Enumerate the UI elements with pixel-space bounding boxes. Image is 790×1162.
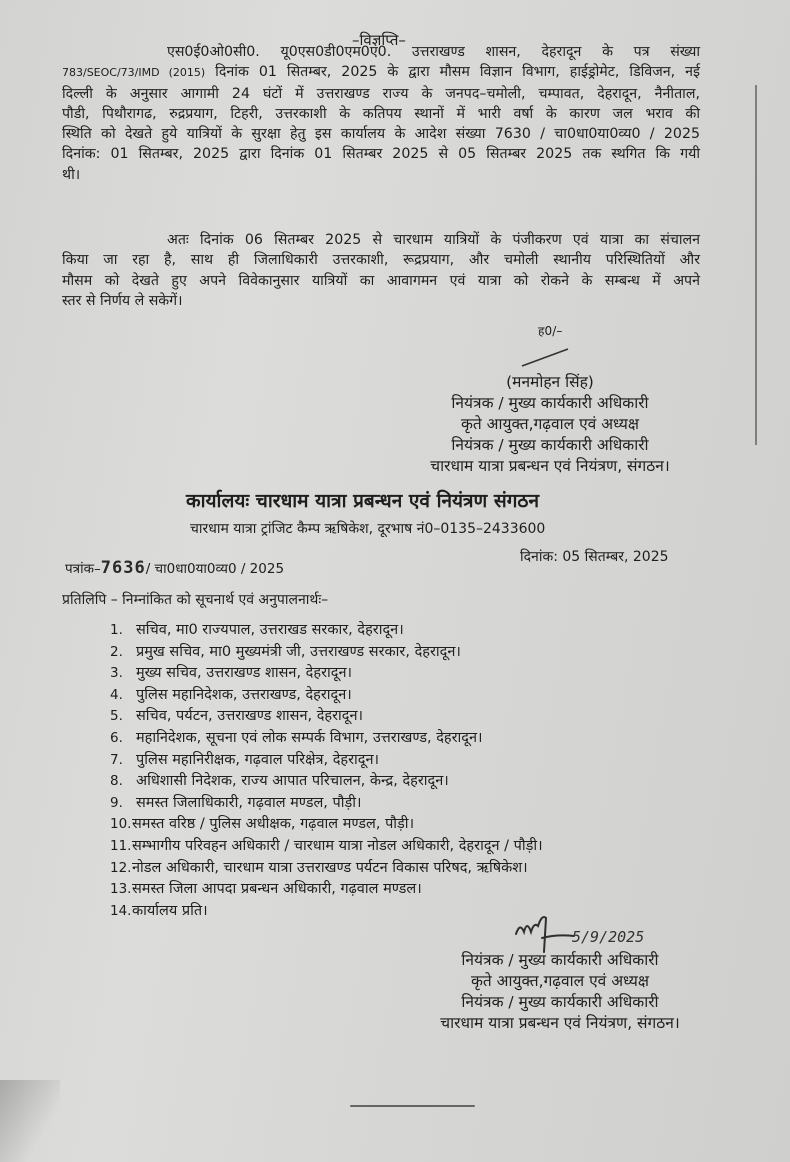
signatory-block — [400, 372, 700, 477]
list-item: 9. समस्त जिलाधिकारी, गढ़वाल मण्डल, पौड़ी। — [110, 794, 362, 811]
list-item: 1. सचिव, मा0 राज्यपाल, उत्तराखड सरकार, देहरादून। — [110, 622, 404, 638]
list-item: 2. प्रमुख सचिव, मा0 मुख्यमंत्री जी, उत्तराखण्ड सरकार, देहरादून। — [110, 643, 461, 660]
list-item: 5. सचिव, पर्यटन, उत्तराखण्ड शासन, देहरादून। — [110, 708, 364, 725]
signatory-designation: नियंत्रक / मुख्य कार्यकारी अधिकारी — [461, 993, 659, 1011]
handwritten-reference-number: 7636 — [100, 558, 146, 578]
pen-arrow-stroke — [520, 346, 570, 368]
paragraph-line — [62, 62, 700, 83]
reference-label: पत्रांक– — [65, 561, 101, 577]
signatory-designation: नियंत्रक / मुख्य कार्यकारी अधिकारी — [451, 436, 649, 454]
signed-mark: ह0/– — [538, 324, 563, 338]
signatory-designation: नियंत्रक / मुख्य कार्यकारी अधिकारी — [451, 394, 649, 412]
reference-code: 783/SEOC/73/IMD (2015) — [62, 66, 206, 80]
list-item: 7. पुलिस महानिरीक्षक, गढ़वाल परिक्षेत्र, देहरादून। — [110, 751, 380, 768]
recipients-list — [110, 620, 543, 922]
notice-title: –विज्ञप्ति– — [352, 31, 406, 49]
signatory-designation: नियंत्रक / मुख्य कार्यकारी अधिकारी — [461, 951, 659, 969]
list-item: 12.नोडल अधिकारी, चारधाम यात्रा उत्तराखण्ड पर्यटन विकास परिषद, ऋषिकेश। — [110, 859, 528, 876]
list-item: 8. अधिशासी निदेशक, राज्य आपात परिचालन, केन्द्र, देहरादून। — [110, 773, 449, 790]
reference-number — [65, 558, 284, 578]
paragraph-line: स्तर से निर्णय ले सकेगें। — [62, 292, 183, 309]
paragraph-line: एस0ई0ओ0सी0. यू0एस0डी0एम0ए0. उत्तराखण्ड शासन, देहरादून के पत्र संख्या — [167, 44, 700, 60]
pen-stroke-mark — [350, 1105, 475, 1107]
list-item: 10.समस्त वरिष्ठ / पुलिस अधीक्षक, गढ़वाल मण्डल, पौड़ी। — [110, 816, 415, 833]
paragraph-line: किया जा रहा है, साथ ही जिलाधिकारी उत्तरकाशी, रूद्रप्रयाग, और चमोली स्थानीय परिस्थितियों और — [62, 252, 700, 269]
date-label: दिनांक: — [520, 549, 558, 565]
paragraph-line: दिल्ली के अनुसार आगामी 24 घंटों में उत्तराखण्ड राज्य के जनपद–चमोली, चम्पावत, देहरादून, नैनीताल, — [62, 85, 700, 102]
office-address: चारधाम यात्रा ट्रांजिट कैम्प ऋषिकेश, दूरभाष नं0–0135–2433600 — [190, 521, 546, 537]
footer-signatory-block — [410, 950, 710, 1034]
list-item: 13.समस्त जिला आपदा प्रबन्धन अधिकारी, गढ़वाल मण्डल। — [110, 881, 422, 898]
list-item: 6. महानिदेशक, सूचना एवं लोक सम्पर्क विभाग, उत्तराखण्ड, देहरादून। — [110, 729, 483, 746]
signatory-organisation: चारधाम यात्रा प्रबन्धन एवं नियंत्रण, संगठन। — [440, 1014, 680, 1032]
handwritten-date: 5/9/2025 — [572, 928, 645, 946]
list-item: 4. पुलिस महानिदेशक, उत्तराखण्ड, देहरादून। — [110, 686, 352, 703]
notice-paragraph-2 — [62, 230, 700, 311]
paper-fold-line — [755, 85, 757, 445]
signatory-name: (मनमोहन सिंह) — [506, 373, 594, 391]
paragraph-line: मौसम को देखते हुए अपने विवेकानुसार यात्रियों का आवागमन एवं यात्रा को रोकने के सम्बन्ध में अपने — [62, 272, 700, 289]
letter-date — [520, 547, 669, 566]
paragraph-line: दिनांक: 01 सितम्बर, 2025 द्वारा दिनांक 01 सितम्बर 2025 से 05 सितम्बर 2025 तक स्थगित कि गयी — [62, 146, 700, 163]
signatory-designation: कृते आयुक्त,गढ़वाल एवं अध्यक्ष — [461, 415, 639, 433]
date-value: 05 सितम्बर, 2025 — [562, 549, 669, 565]
copy-to-heading: प्रतिलिपि – निम्नांकित को सूचनार्थ एवं अनुपालनार्थः– — [62, 592, 329, 608]
list-item: 14.कार्यालय प्रति। — [110, 902, 208, 919]
signatory-designation: कृते आयुक्त,गढ़वाल एवं अध्यक्ष — [471, 972, 649, 990]
reference-suffix: / चा0धा0या0व्य0 / 2025 — [145, 561, 285, 577]
list-item: 3. मुख्य सचिव, उत्तराखण्ड शासन, देहरादून। — [110, 665, 352, 682]
notice-paragraph-1 — [62, 42, 700, 185]
paragraph-line: थी। — [62, 166, 81, 183]
paragraph-line: अतः दिनांक 06 सितम्बर 2025 से चारधाम यात्रियों के पंजीकरण एवं यात्रा का संचालन — [167, 232, 700, 248]
page-corner-shadow — [0, 1080, 60, 1162]
signatory-organisation: चारधाम यात्रा प्रबन्धन एवं नियंत्रण, संगठन। — [430, 457, 670, 475]
list-item: 11.सम्भागीय परिवहन अधिकारी / चारधाम यात्रा नोडल अधिकारी, देहरादून / पौड़ी। — [110, 837, 543, 854]
paragraph-line: स्थिति को देखते हुये यात्रियों के सुरक्षा हेतु इस कार्यालय के आदेश संख्या 7630 / चा0धा0या0व्य0 / 2025 — [62, 126, 700, 143]
office-title: कार्यालयः चारधाम यात्रा प्रबन्धन एवं नियंत्रण संगठन — [186, 490, 540, 512]
paragraph-line-text: दिनांक 01 सितम्बर, 2025 के द्वारा मौसम विज्ञान विभाग, हाईड्रोमेट, डिविजन, नई — [205, 64, 700, 81]
paragraph-line: पौडी, पिथौरागढ, रुद्रप्रयाग, टिहरी, उत्तरकाशी के कतिपय स्थानों में भारी वर्षा के कारण जल भराव की — [62, 105, 700, 122]
